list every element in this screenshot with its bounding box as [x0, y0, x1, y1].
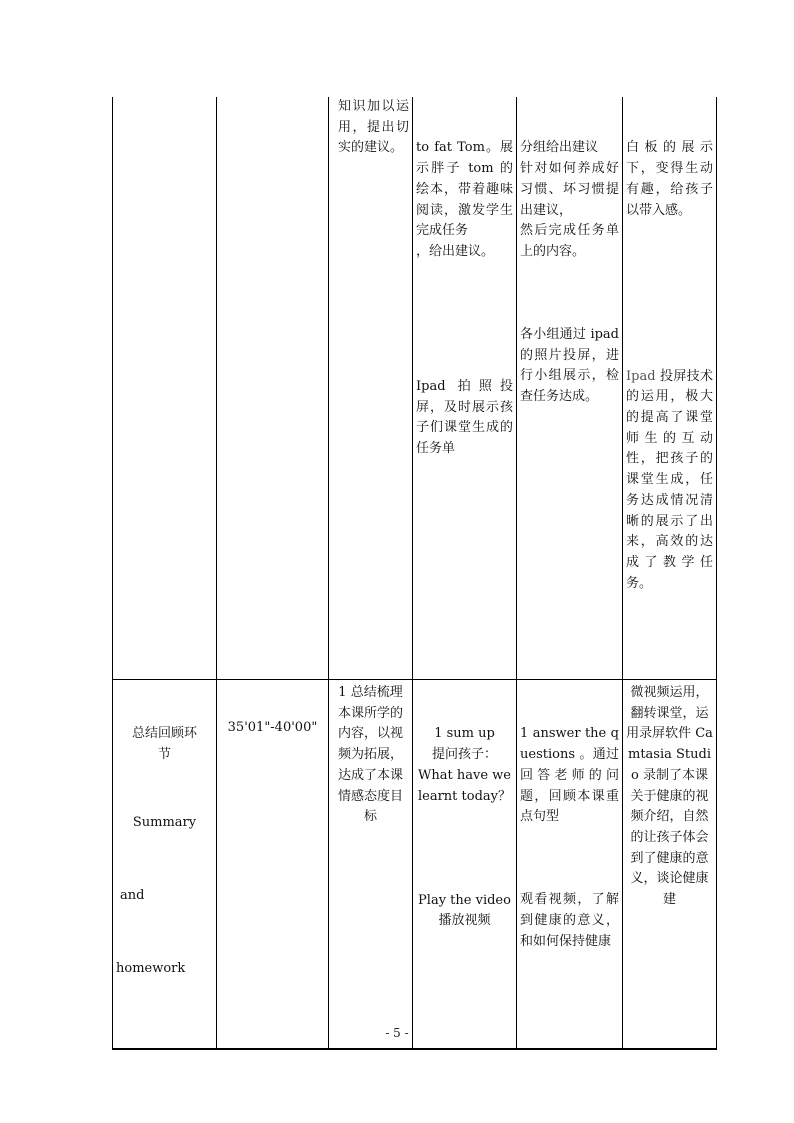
ipad-label: Ipad — [626, 368, 656, 384]
lesson-plan-table — [112, 97, 717, 1050]
cell-objective — [329, 97, 413, 680]
stage-homework: homework — [116, 961, 186, 977]
cell-time: 35'01"-40'00" — [217, 680, 329, 1050]
student-activity-text: 1 answer the questions 。通过回答老师的问题，回顾本课重点句型 — [520, 726, 619, 825]
teacher-activity-text: to fat Tom。展示胖子 tom 的绘本，带着趣味阅读，激发学生完成任务 ，给出建议。 — [416, 140, 513, 259]
cell-tech-notes: 微视频运用，翻转课堂，运用录屏软件 Camtasia Studio 录制了本课关于健康的视频介绍，自然的让孩子体会到了健康的意义，谈论健康建 — [623, 680, 717, 1050]
stage-and: and — [120, 888, 145, 904]
cell-time — [217, 97, 329, 680]
page-number: - 5 - — [385, 1026, 409, 1040]
tech-notes-text: 白板的展示下，变得生动有趣，给孩子以带入感。 — [626, 140, 713, 218]
cell-student-activity — [517, 680, 623, 1050]
table-row — [113, 680, 717, 1050]
tech-notes-rest: 投屏技术的运用，极大的提高了课堂师生的互动性，把孩子的课堂生成，任务达成情况清晰的展示了出来，高效的达成了教学任务。 — [626, 368, 713, 591]
teacher-activity-text-2: Ipad 拍照投屏，及时展示孩子们课堂生成的任务单 — [416, 379, 513, 457]
cell-student-activity — [517, 97, 623, 680]
objective-text: 知识加以运用，提出切实的建议。 — [338, 99, 409, 156]
student-activity-text-2: 观看视频，了解到健康的意义，和如何保持健康 — [520, 892, 619, 949]
stage-title: 总结回顾环节 — [131, 726, 197, 763]
cell-teacher-activity — [413, 680, 517, 1050]
teacher-activity-text: 1 sum up 提问孩子： What have we learnt today？ — [417, 726, 511, 804]
student-activity-text-2: 各小组通过 ipad 的照片投屏，进行小组展示，检查任务达成。 — [520, 327, 624, 405]
cell-stage — [113, 680, 217, 1050]
stage-summary: Summary — [132, 815, 197, 831]
cell-objective: 1 总结梳理本课所学的内容，以视频为拓展，达成了本课情感态度目标 — [329, 680, 413, 1050]
table-row — [113, 97, 717, 680]
teacher-activity-text-2: Play the video 播放视频 — [418, 892, 511, 929]
cell-tech-notes — [623, 97, 717, 680]
cell-teacher-activity — [413, 97, 517, 680]
cell-stage — [113, 97, 217, 680]
tech-notes-text-2 — [626, 367, 713, 595]
student-activity-text: 分组给出建议 针对如何养成好习惯、坏习惯提出建议， 然后完成任务单上的内容。 — [520, 140, 619, 259]
